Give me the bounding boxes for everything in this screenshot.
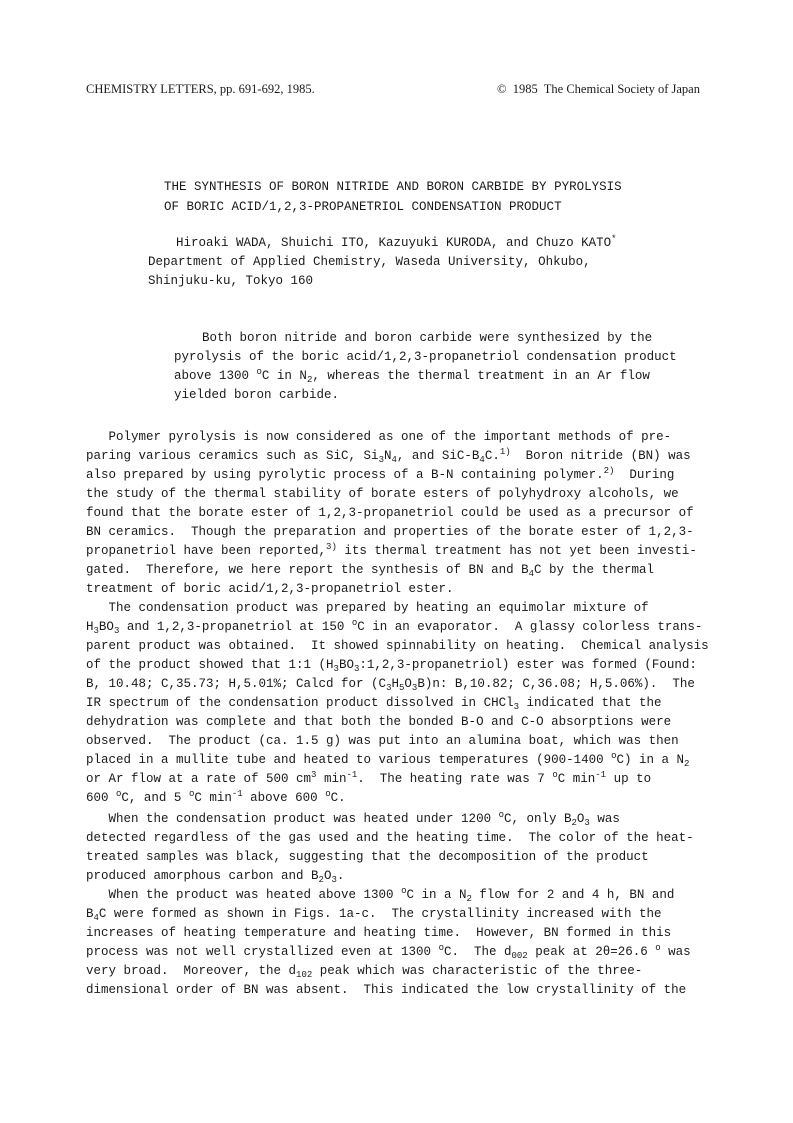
body-line: detected regardless of the gas used and the heating time. The color of the heat-	[86, 831, 694, 845]
body-line: also prepared by using pyrolytic process of a B-N containing polymer.$^{2)}$ During	[86, 466, 675, 482]
body-line: The condensation product was prepared by heating an equimolar mixture of	[86, 601, 649, 615]
body-line: parent product was obtained. It showed spinnability on heating. Chemical analysis	[86, 639, 709, 653]
journal-citation: CHEMISTRY LETTERS, pp. 691-692, 1985.	[86, 82, 315, 96]
abstract-line: Both boron nitride and boron carbide were synthesized by the	[202, 331, 653, 345]
abstract-line: above 1300 $^o$C in $N_2$, whereas the thermal treatment in an Ar flow	[174, 367, 650, 385]
body-line: the study of the thermal stability of borate esters of polyhydroxy alcohols, we	[86, 487, 679, 501]
body-line: IR spectrum of the condensation product dissolved in CHCl$_3$ indicated that the	[86, 696, 662, 712]
body-line: treatment of boric acid/1,2,3-propanetriol ester.	[86, 582, 454, 596]
authors: Hiroaki WADA, Shuichi ITO, Kazuyuki KURODA, and Chuzo KATO	[176, 236, 612, 250]
body-line: observed. The product (ca. 1.5 g) was put into an alumina boat, which was then	[86, 734, 679, 748]
title-line: OF BORIC ACID/1,2,3-PROPANETRIOL CONDENSATION PRODUCT	[164, 200, 562, 214]
copyright-notice: © 1985 The Chemical Society of Japan	[497, 82, 700, 96]
body-line: gated. Therefore, we here report the synthesis of BN and $B_4C$ by the thermal	[86, 563, 655, 579]
corresponding-author-mark: *	[611, 234, 617, 244]
reference-1: 1)	[499, 447, 511, 457]
body-line: $H_3BO_3$ and 1,2,3-propanetriol at 150 $^o$C in an evaporator. A glassy colorless trans-	[86, 618, 703, 636]
body-line: B, 10.48; C,35.73; H,5.01%; Calcd for $(C_3H_5O_3B)n$: B,10.82; C,36.08; H,5.06%). The	[86, 677, 695, 693]
body-line: $B_4C$ were formed as shown in Figs. 1a-c. The crystallinity increased with the	[86, 907, 662, 923]
authors-line	[176, 236, 616, 250]
body-line: propanetriol have been reported,$^{3)}$ its thermal treatment has not yet been investi-	[86, 542, 697, 558]
body-line: or Ar flow at a rate of 500 $cm^3$ $\min^{-1}$. The heating rate was 7 $^o$C $\min^{-1}$ up to	[86, 770, 652, 786]
body-line: When the product was heated above 1300 $^o$C in a $N_2$ flow for 2 and 4 h, BN and	[86, 886, 675, 904]
reference-2: 2)	[603, 466, 615, 476]
body-line: increases of heating temperature and heating time. However, BN formed in this	[86, 926, 672, 940]
body-line: paring various ceramics such as SiC, $Si_3N_4$, and SiC-$B_4C.^{1)}$ Boron nitride (BN) was	[86, 447, 691, 465]
affiliation-line: Department of Applied Chemistry, Waseda University, Ohkubo,	[148, 255, 591, 269]
body-line: treated samples was black, suggesting that the decomposition of the product	[86, 850, 649, 864]
body-line: of the product showed that 1:1 $(H_3BO_3:1,2,3-propanetriol)$ ester was formed (Found:	[86, 658, 697, 674]
body-line: process was not well crystallized even at 1300 $^o$C. The $d_{002}$ peak at 2θ=26.6 $^o$ was	[86, 943, 691, 961]
body-line: Polymer pyrolysis is now considered as one of the important methods of pre-	[86, 430, 672, 444]
body-line: 600 $^o$C, and 5 $^o$C $\min^{-1}$ above 600 $^o$C.	[86, 789, 346, 805]
body-line: placed in a mullite tube and heated to various temperatures (900-1400 $^o$C) in a $N_2$	[86, 751, 690, 769]
title-line: THE SYNTHESIS OF BORON NITRIDE AND BORON CARBIDE BY PYROLYSIS	[164, 180, 622, 194]
body-line: found that the borate ester of 1,2,3-propanetriol could be used as a precursor of	[86, 506, 694, 520]
body-line: very broad. Moreover, the $d_{102}$ peak which was characteristic of the three-	[86, 964, 643, 980]
body-line: dehydration was complete and that both the bonded B-O and C-O absorptions were	[86, 715, 672, 729]
abstract-line: pyrolysis of the boric acid/1,2,3-propanetriol condensation product	[174, 350, 677, 364]
body-line: When the condensation product was heated under 1200 $^o$C, only $B_2O_3$ was	[86, 810, 620, 828]
body-line: BN ceramics. Though the preparation and properties of the borate ester of 1,2,3-	[86, 525, 694, 539]
affiliation-line: Shinjuku-ku, Tokyo 160	[148, 274, 314, 288]
abstract-line: yielded boron carbide.	[174, 388, 340, 402]
body-line: produced amorphous carbon and $B_2O_3$.	[86, 869, 345, 885]
reference-3: 3)	[326, 542, 337, 552]
body-line: dimensional order of BN was absent. This indicated the low crystallinity of the	[86, 983, 687, 997]
